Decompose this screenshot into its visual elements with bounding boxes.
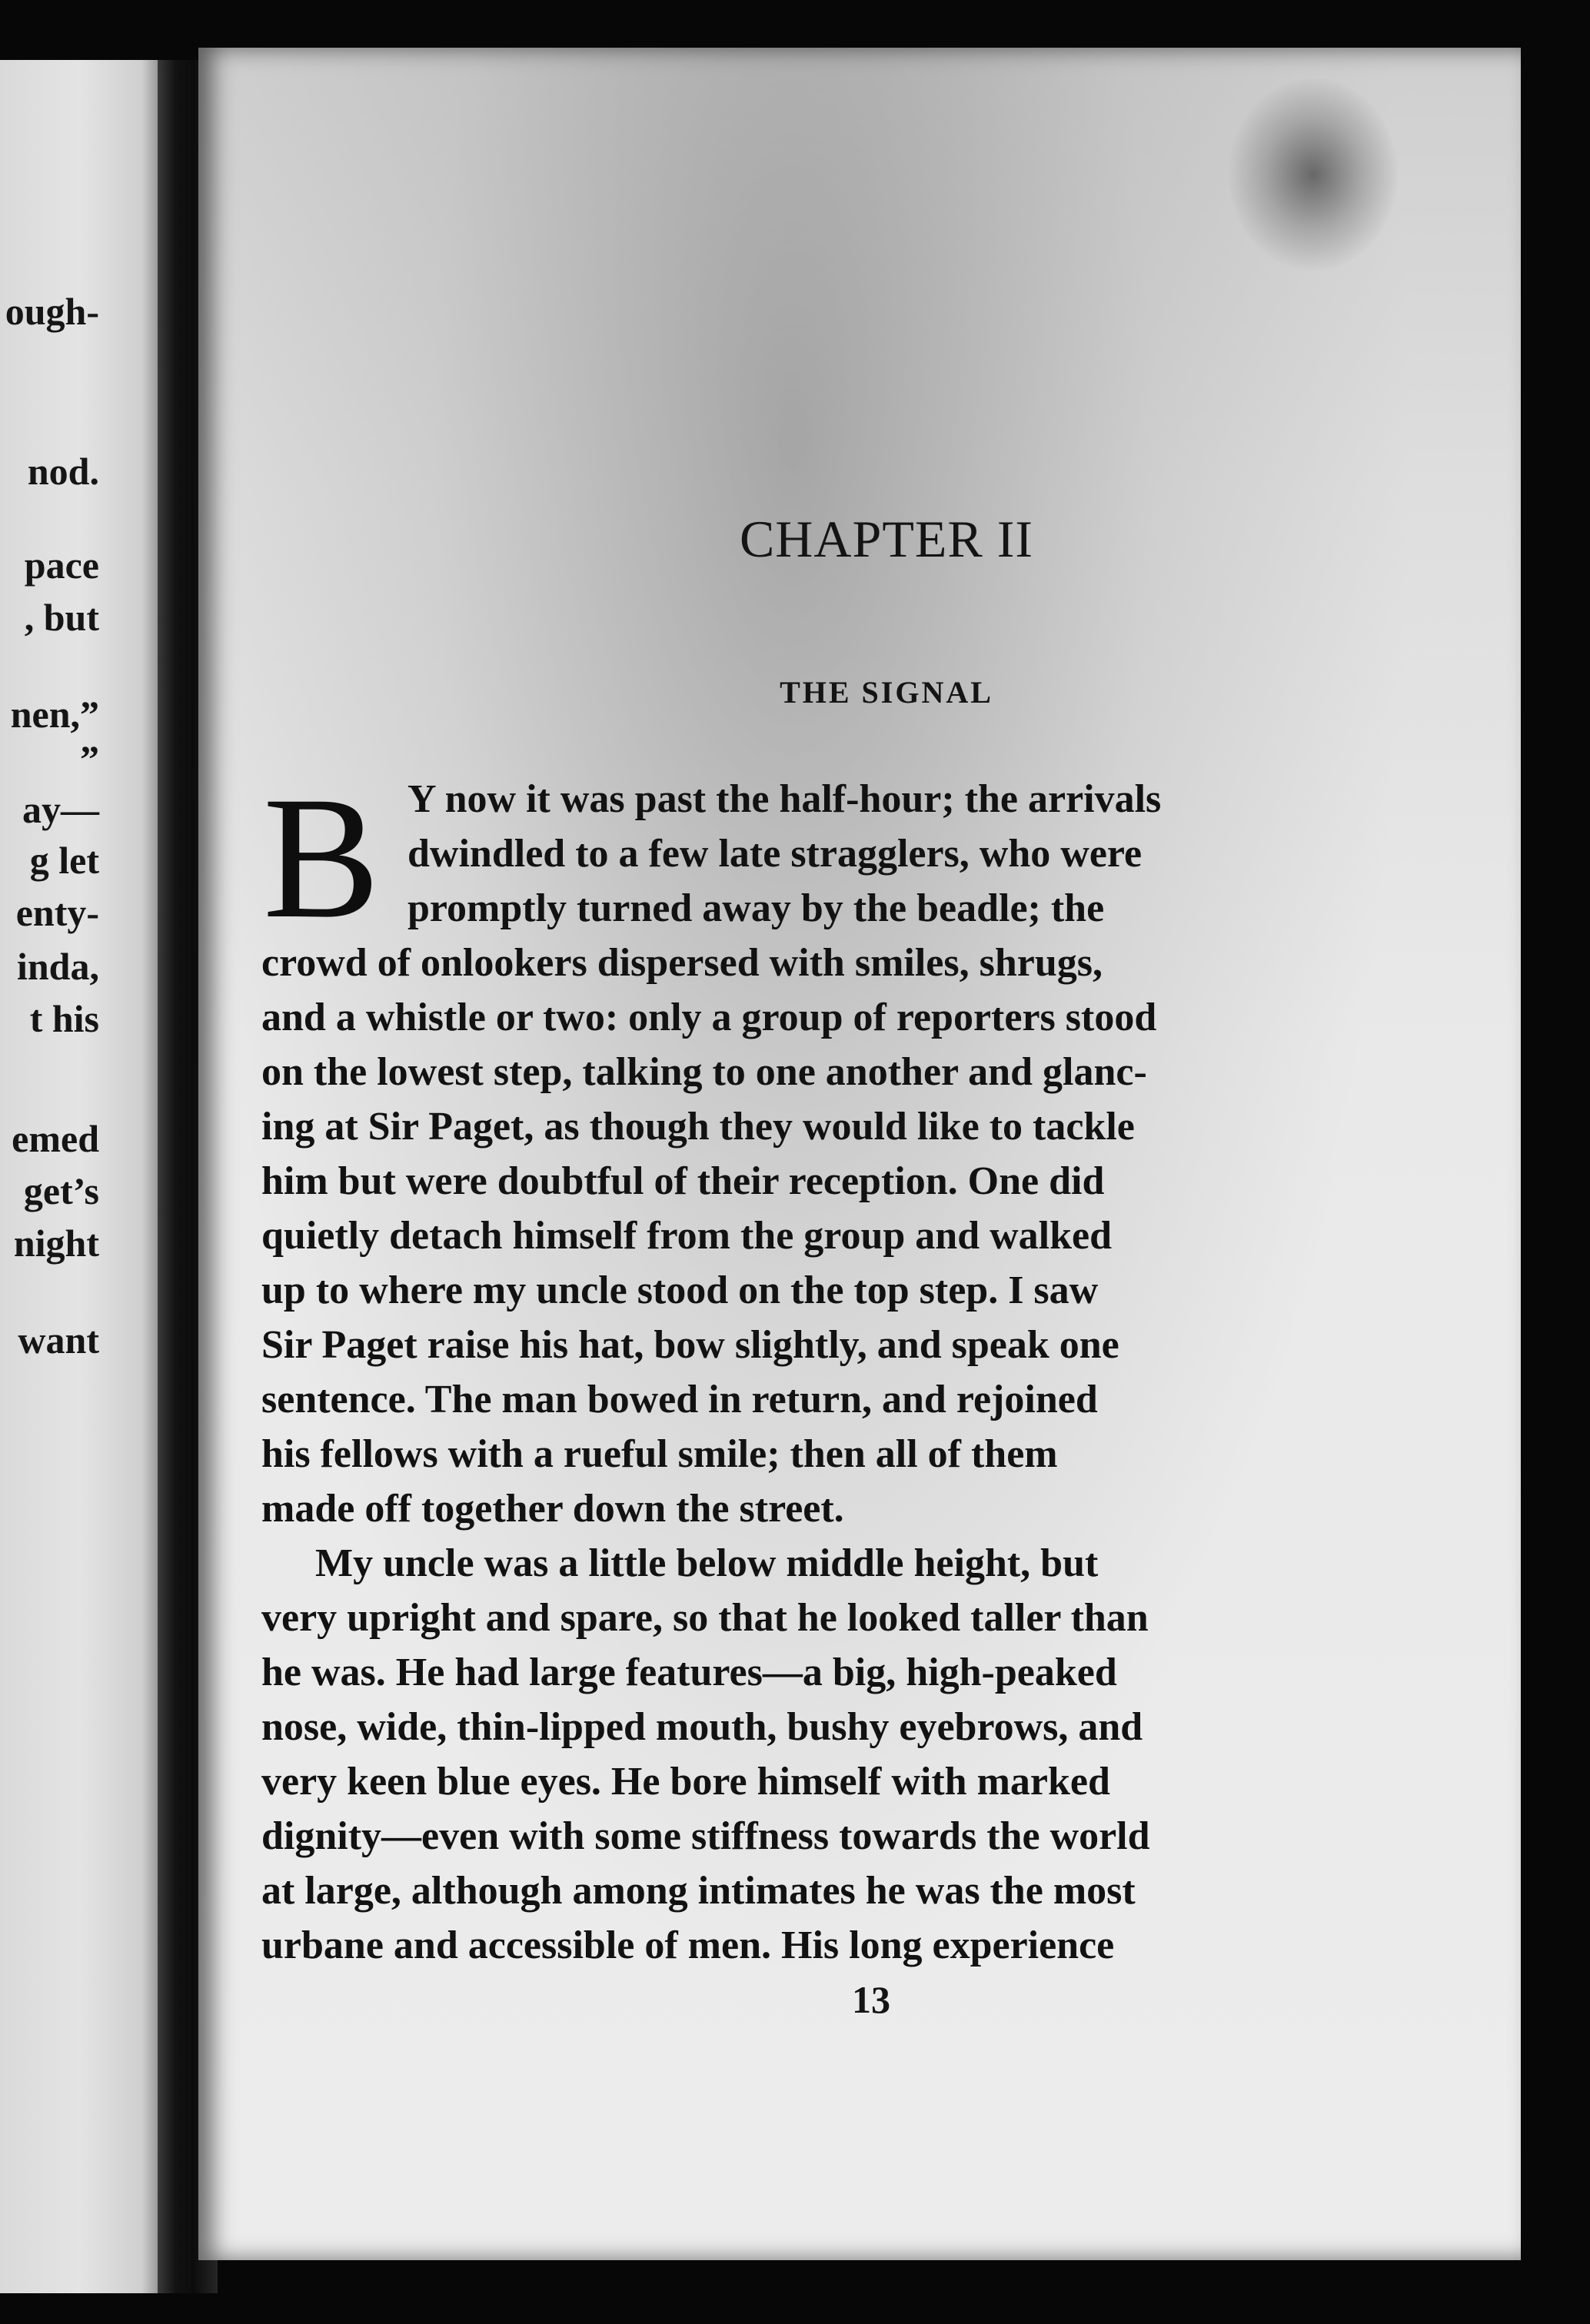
- text-line: crowd of onlookers dispersed with smiles, shrugs,: [261, 941, 1103, 985]
- text-line: up to where my uncle stood on the top step. I saw: [261, 1268, 1099, 1312]
- text-line: urbane and accessible of men. His long experience: [261, 1923, 1115, 1967]
- text-line: made off together down the street.: [261, 1487, 844, 1531]
- text-line: promptly turned away by the beadle; the: [407, 886, 1105, 930]
- body-text: [261, 761, 1384, 1973]
- page-number: 13: [852, 1978, 890, 2021]
- previous-page-line: pace: [24, 544, 99, 587]
- previous-page-line: get’s: [23, 1169, 99, 1212]
- previous-page-line: nod.: [27, 450, 99, 493]
- previous-page-line: nen,”: [10, 693, 99, 736]
- text-line: very keen blue eyes. He bore himself with marked: [261, 1760, 1110, 1804]
- text-line: dignity—even with some stiffness towards the world: [261, 1814, 1150, 1858]
- text-line: Y now it was past the half-hour; the arrivals: [407, 777, 1162, 821]
- text-line: on the lowest step, talking to one another and glanc-: [261, 1050, 1147, 1094]
- previous-page-line: t his: [29, 997, 99, 1040]
- chapter-subtitle: THE SIGNAL: [780, 675, 993, 710]
- text-line: dwindled to a few late stragglers, who were: [407, 832, 1143, 876]
- drop-cap-letter: B: [263, 761, 381, 955]
- previous-page-line: ough-: [5, 290, 99, 333]
- text-line: and a whistle or two: only a group of reporters stood: [261, 996, 1157, 1039]
- text-line: very upright and spare, so that he looked taller than: [261, 1596, 1149, 1640]
- text-line: his fellows with a rueful smile; then all of them: [261, 1432, 1058, 1476]
- text-line: sentence. The man bowed in return, and rejoined: [261, 1378, 1098, 1421]
- previous-page-line: enty-: [15, 891, 99, 934]
- chapter-title: CHAPTER II: [739, 510, 1034, 568]
- previous-page-line: night: [13, 1222, 99, 1265]
- previous-page-line: , but: [24, 596, 99, 639]
- text-line: at large, although among intimates he was the most: [261, 1869, 1136, 1913]
- text-line: Sir Paget raise his hat, bow slightly, and speak one: [261, 1323, 1119, 1367]
- previous-page-line: ”: [80, 737, 99, 780]
- previous-page-fragment: [0, 60, 158, 2293]
- book-page: [198, 48, 1521, 2260]
- page-stain: [1229, 78, 1398, 271]
- previous-page-line: inda,: [16, 945, 99, 988]
- previous-page-line: g let: [29, 839, 99, 882]
- text-line: nose, wide, thin-lipped mouth, bushy eyebrows, and: [261, 1705, 1143, 1749]
- text-line: quietly detach himself from the group and walked: [261, 1214, 1113, 1258]
- text-line: ing at Sir Paget, as though they would like to tackle: [261, 1105, 1135, 1149]
- text-line: him but were doubtful of their reception. One did: [261, 1159, 1105, 1203]
- text-line: My uncle was a little below middle height, but: [315, 1541, 1099, 1585]
- previous-page-line: ay—: [22, 788, 99, 831]
- text-line: he was. He had large features—a big, high-peaked: [261, 1651, 1117, 1694]
- previous-page-line: want: [18, 1318, 99, 1361]
- previous-page-line: emed: [12, 1117, 99, 1160]
